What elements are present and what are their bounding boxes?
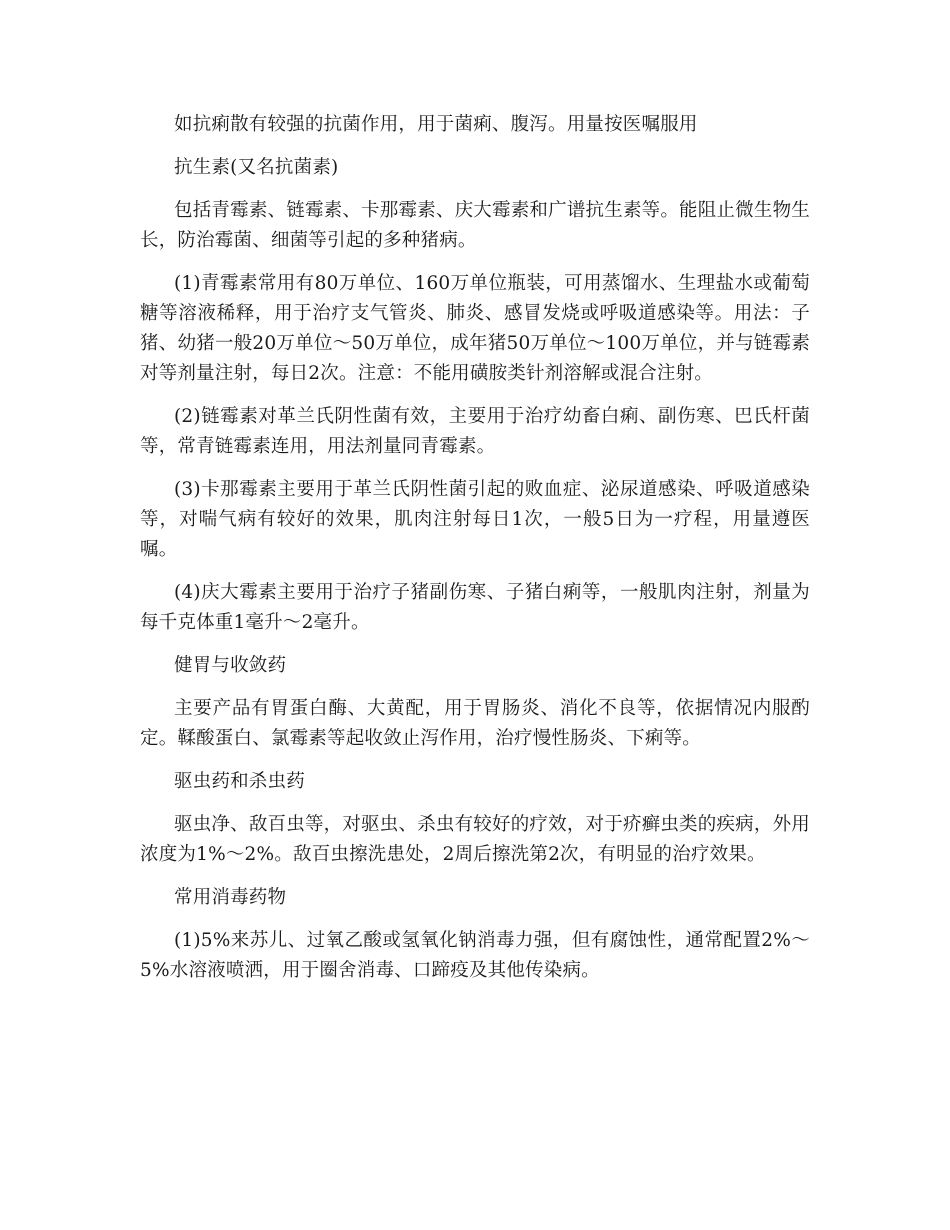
paragraph-penicillin: (1)青霉素常用有80万单位、160万单位瓶装，可用蒸馏水、生理盐水或葡萄糖等溶液稀释，用于治疗支气管炎、肺炎、感冒发烧或呼吸道感染等。用法：子猪、幼猪一般20万单位～50万单位，成年猪50万单位～100万单位，并与链霉素对等剂量注射，每日2次。注意：不能用磺胺类针剂溶解或混合注射。 xyxy=(140,273,810,384)
paragraph-disinfectants: (1)5%来苏儿、过氧乙酸或氢氧化钠消毒力强，但有腐蚀性，通常配置2%～5%水溶液喷洒，用于圈舍消毒、口蹄疫及其他传染病。 xyxy=(140,930,810,981)
heading-stomachic-astringent: 健胃与收敛药 xyxy=(174,655,287,676)
paragraph-antidysentery: 如抗痢散有较强的抗菌作用，用于菌痢、腹泻。用量按医嘱服用 xyxy=(174,114,698,135)
paragraph-streptomycin: (2)链霉素对革兰氏阴性菌有效，主要用于治疗幼畜白痢、副伤寒、巴氏杆菌等，常青链霉素连用，用法剂量同青霉素。 xyxy=(140,406,810,457)
paragraph-stomachic-astringent: 主要产品有胃蛋白酶、大黄配，用于胃肠炎、消化不良等，依据情况内服酌定。鞣酸蛋白、氯霉素等起收敛止泻作用，治疗慢性肠炎、下痢等。 xyxy=(140,698,810,749)
paragraph-anthelmintics: 驱虫净、敌百虫等，对驱虫、杀虫有较好的疗效，对于疥癣虫类的疾病，外用浓度为1%～2%。敌百虫擦洗患处，2周后擦洗第2次，有明显的治疗效果。 xyxy=(140,814,810,865)
heading-antibiotics: 抗生素(又名抗菌素) xyxy=(174,157,339,178)
paragraph-kanamycin: (3)卡那霉素主要用于革兰氏阴性菌引起的败血症、泌尿道感染、呼吸道感染等，对喘气病有较好的效果，肌肉注射每日1次，一般5日为一疗程，用量遵医嘱。 xyxy=(140,479,810,560)
heading-anthelmintics: 驱虫药和杀虫药 xyxy=(174,771,305,792)
document-body xyxy=(140,110,810,999)
paragraph-gentamicin: (4)庆大霉素主要用于治疗子猪副伤寒、子猪白痢等，一般肌肉注射，剂量为每千克体重1毫升～2毫升。 xyxy=(140,582,810,633)
paragraph-antibiotics-intro: 包括青霉素、链霉素、卡那霉素、庆大霉素和广谱抗生素等。能阻止微生物生长，防治霉菌、细菌等引起的多种猪病。 xyxy=(140,200,810,251)
heading-disinfectants: 常用消毒药物 xyxy=(174,887,287,908)
